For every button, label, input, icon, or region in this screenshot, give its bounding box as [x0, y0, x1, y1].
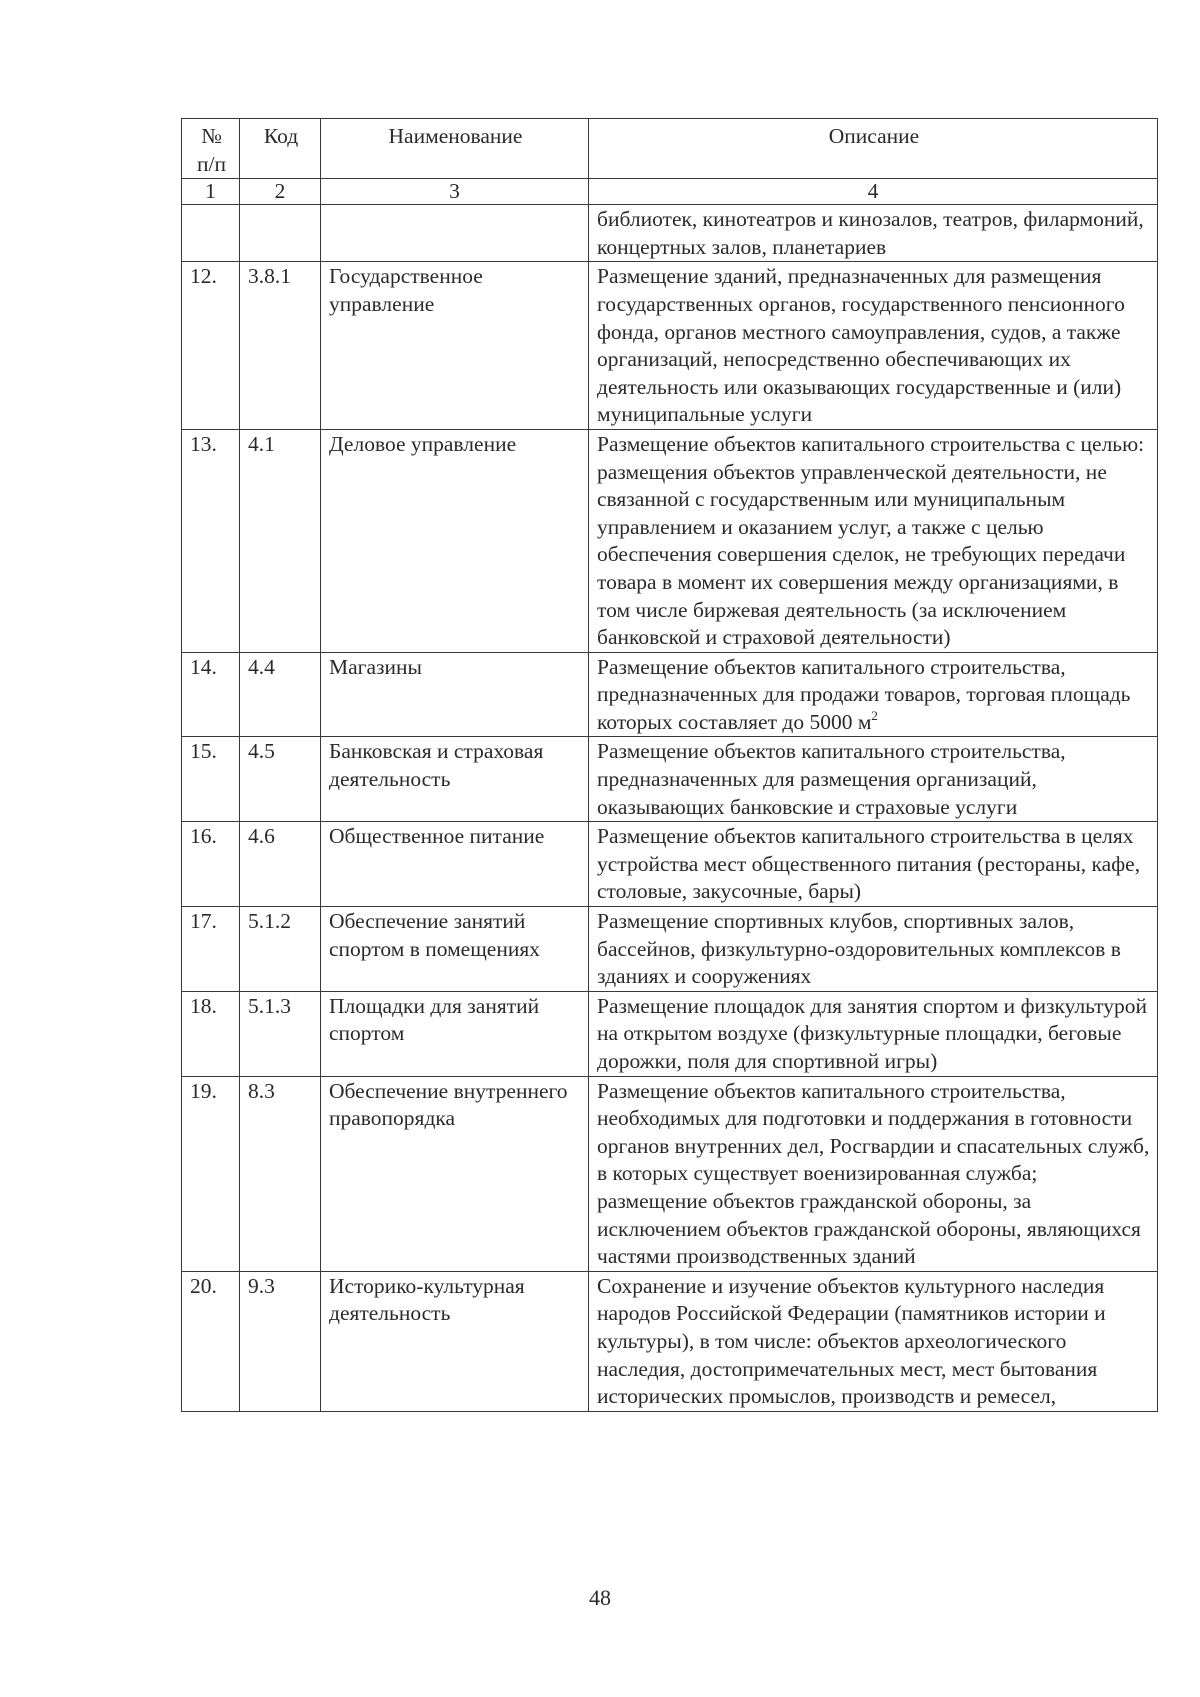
cell-code: 5.1.2: [240, 907, 321, 992]
cell-name: Государственное управление: [321, 262, 589, 430]
cell-code: 5.1.3: [240, 991, 321, 1076]
table-row: [182, 991, 1158, 1076]
table-row: [182, 1271, 1158, 1411]
cell-name: Деловое управление: [321, 429, 589, 652]
cell-code: 4.1: [240, 429, 321, 652]
header-number: № п/п: [182, 119, 240, 179]
cell-description: Сохранение и изучение объектов культурного наследия народов Российской Федерации (памятников истории и культуры), в том числе: объектов археологического наследия, достопримечательных мест, мест бытования исторических промыслов, производств и ремесел,: [589, 1271, 1158, 1411]
cell-number: 14.: [182, 652, 240, 737]
cell-number: 12.: [182, 262, 240, 430]
column-number: 2: [240, 179, 321, 205]
cell-name: Обеспечение занятий спортом в помещениях: [321, 907, 589, 992]
cell-number: 20.: [182, 1271, 240, 1411]
cell-number: 16.: [182, 822, 240, 907]
cell-code: 4.6: [240, 822, 321, 907]
cell-description: Размещение объектов капитального строительства в целях устройства мест общественного питания (рестораны, кафе, столовые, закусочные, бары): [589, 822, 1158, 907]
land-use-table-container: [181, 118, 1157, 1412]
cell-number: 19.: [182, 1076, 240, 1271]
cell-code: [240, 205, 321, 262]
column-number: 3: [321, 179, 589, 205]
superscript: 2: [871, 707, 878, 723]
cell-number: 13.: [182, 429, 240, 652]
land-use-table: [181, 118, 1158, 1412]
cell-name: Магазины: [321, 652, 589, 737]
cell-number: 17.: [182, 907, 240, 992]
cell-name: Площадки для занятий спортом: [321, 991, 589, 1076]
cell-name: Общественное питание: [321, 822, 589, 907]
cell-description: [589, 652, 1158, 737]
header-code: Код: [240, 119, 321, 179]
cell-name: Обеспечение внутреннего правопорядка: [321, 1076, 589, 1271]
description-text: Размещение объектов капитального строительства, предназначенных для продажи товаров, торговая площадь которых составляет до 5000 м: [597, 654, 1131, 734]
cell-description: Размещение площадок для занятия спортом и физкультурой на открытом воздухе (физкультурные площадки, беговые дорожки, поля для спортивной игры): [589, 991, 1158, 1076]
cell-code: 8.3: [240, 1076, 321, 1271]
cell-description: Размещение объектов капитального строительства, предназначенных для размещения организаций, оказывающих банковские и страховые услуги: [589, 737, 1158, 822]
column-numbers-row: [182, 179, 1158, 205]
table-row: [182, 822, 1158, 907]
cell-number: 18.: [182, 991, 240, 1076]
cell-code: 3.8.1: [240, 262, 321, 430]
table-row: [182, 1076, 1158, 1271]
cell-code: 9.3: [240, 1271, 321, 1411]
table-row: [182, 429, 1158, 652]
table-row: [182, 907, 1158, 992]
cell-description: Размещение зданий, предназначенных для размещения государственных органов, государственного пенсионного фонда, органов местного самоуправления, судов, а также организаций, непосредственно обеспечивающих их деятельность или оказывающих государственные и (или) муниципальные услуги: [589, 262, 1158, 430]
cell-code: 4.4: [240, 652, 321, 737]
cell-name: Историко-культурная деятельность: [321, 1271, 589, 1411]
header-row: [182, 119, 1158, 179]
cell-description: Размещение спортивных клубов, спортивных залов, бассейнов, физкультурно-оздоровительных комплексов в зданиях и сооружениях: [589, 907, 1158, 992]
cell-description: библиотек, кинотеатров и кинозалов, театров, филармоний, концертных залов, планетариев: [589, 205, 1158, 262]
column-number: 4: [589, 179, 1158, 205]
cell-name: Банковская и страховая деятельность: [321, 737, 589, 822]
cell-name: [321, 205, 589, 262]
header-description: Описание: [589, 119, 1158, 179]
cell-number: [182, 205, 240, 262]
cell-code: 4.5: [240, 737, 321, 822]
continuation-row: [182, 205, 1158, 262]
table-row: [182, 262, 1158, 430]
cell-number: 15.: [182, 737, 240, 822]
cell-description: Размещение объектов капитального строительства, необходимых для подготовки и поддержания в готовности органов внутренних дел, Росгвардии и спасательных служб, в которых существует военизированная служба; размещение объектов гражданской обороны, за исключением объектов гражданской обороны, являющихся частями производственных зданий: [589, 1076, 1158, 1271]
header-name: Наименование: [321, 119, 589, 179]
column-number: 1: [182, 179, 240, 205]
cell-description: Размещение объектов капитального строительства с целью: размещения объектов управленческой деятельности, не связанной с государственным или муниципальным управлением и оказанием услуг, а также с целью обеспечения совершения сделок, не требующих передачи товара в момент их совершения между организациями, в том числе биржевая деятельность (за исключением банковской и страховой деятельности): [589, 429, 1158, 652]
table-row: [182, 737, 1158, 822]
page-number: 48: [589, 1585, 611, 1610]
table-row: [182, 652, 1158, 737]
